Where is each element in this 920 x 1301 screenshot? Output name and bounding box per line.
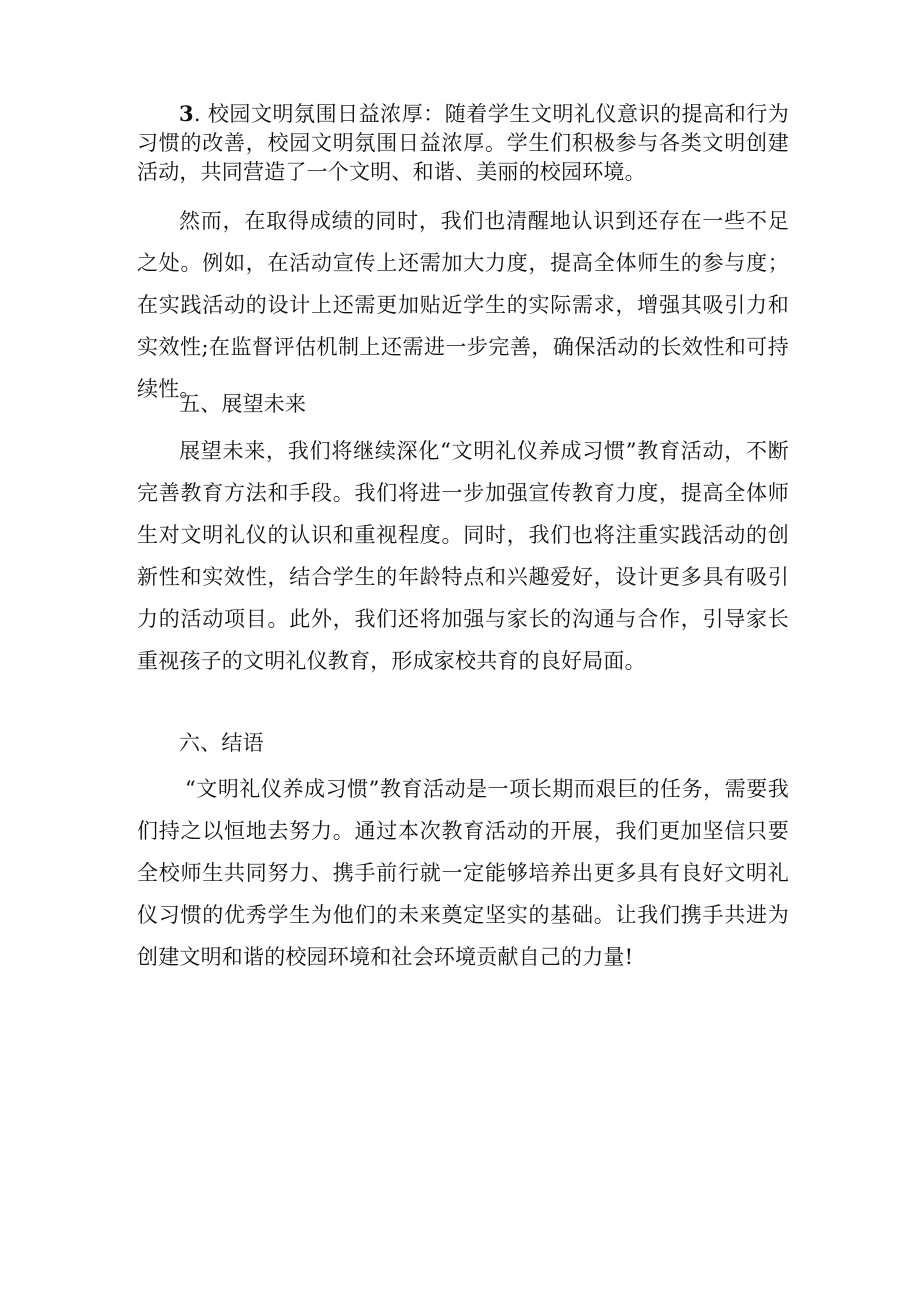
section-5-paragraph: 展望未来，我们将继续深化“文明礼仪养成习惯”教育活动，不断完善教育方法和手段。我们将进一步加强宣传教育力度，提高全体师生对文明礼仪的认识和重视程度。同时，我们也将注重实践活动的创新性和实效性，结合学生的年龄特点和兴趣爱好，设计更多具有吸引力的活动项目。此外，我们还将加强与家长的沟通与合作，引导家长重视孩子的文明礼仪教育，形成家校共育的良好局面。 — [137, 439, 789, 673]
section-5-heading: 五、展望未来 — [179, 392, 307, 416]
point-3-number: 3 — [179, 101, 194, 126]
section-6-paragraph: “文明礼仪养成习惯”教育活动是一项长期而艰巨的任务，需要我们持之以恒地去努力。通过本次教育活动的开展，我们更加坚信只要全校师生共同努力、携手前行就一定能够培养出更多具有良好文明礼仪习惯的优秀学生为他们的未来奠定坚实的基础。让我们携手共进为创建文明和谐的校园环境和社会环境贡献自己的力量! — [137, 777, 789, 969]
shortcomings-paragraph: 然而，在取得成绩的同时，我们也清醒地认识到还存在一些不足之处。例如，在活动宣传上还需加大力度，提高全体师生的参与度；在实践活动的设计上还需更加贴近学生的实际需求，增强其吸引力和实效性;在监督评估机制上还需进一步完善，确保活动的长效性和可持续性。 — [137, 209, 789, 401]
point-3-paragraph — [137, 99, 789, 187]
section-6-heading: 六、结语 — [179, 731, 264, 755]
point-3-text: . 校园文明氛围日益浓厚：随着学生文明礼仪意识的提高和行为习惯的改善，校园文明氛围日益浓厚。学生们积极参与各类文明创建活动，共同营造了一个文明、和谐、美丽的校园环境。 — [137, 102, 789, 184]
